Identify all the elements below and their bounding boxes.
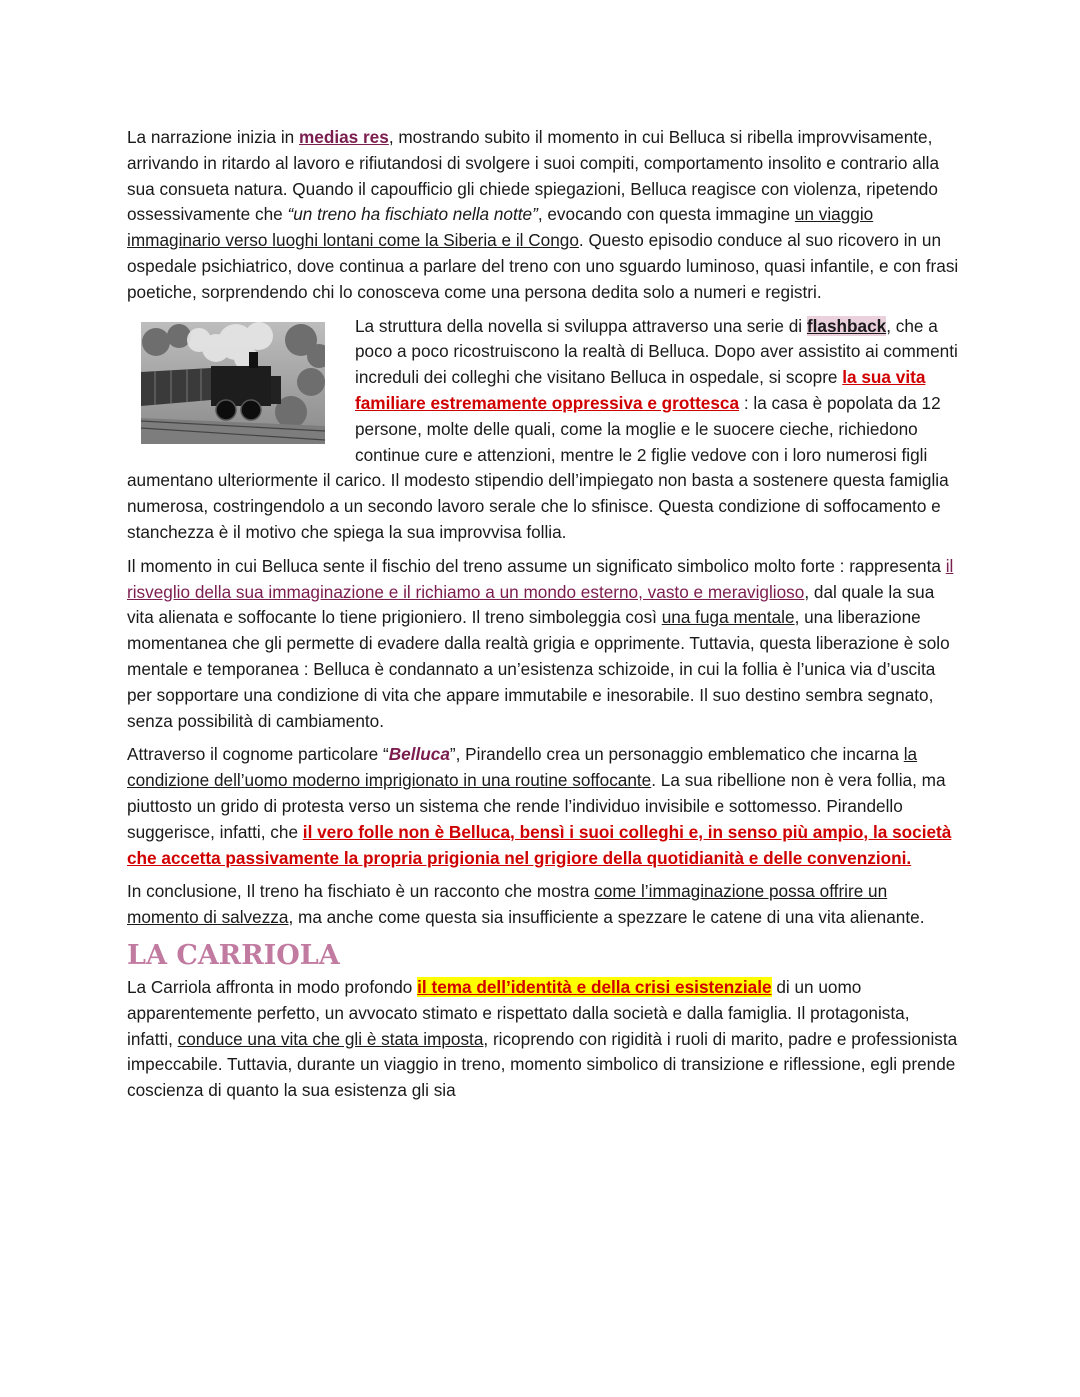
underline-imposed-life: conduce una vita che gli è stata imposta xyxy=(177,1028,484,1049)
text: La Carriola affronta in modo profondo xyxy=(127,976,418,997)
text: In conclusione, Il treno ha fischiato è un racconto che mostra xyxy=(127,881,595,902)
highlight-true-madman: il vero folle non è Belluca, bensì i suoi colleghi e, in senso più ampio, la società che accetta passivamente la propria prigionia nel grigiore della quotidianità e delle convenzioni. xyxy=(127,821,952,868)
text: La struttura della novella si sviluppa attraverso una serie di xyxy=(355,315,807,336)
paragraph-structure xyxy=(127,314,959,546)
steam-train-photo-icon xyxy=(141,322,325,444)
highlight-belluca: Belluca xyxy=(388,744,450,765)
paragraph-symbolism xyxy=(127,554,959,735)
text: ”, Pirandello crea un personaggio emblematico che incarna xyxy=(449,744,904,765)
highlight-flashback: flashback xyxy=(806,315,887,336)
text: Attraverso il cognome particolare “ xyxy=(127,744,389,765)
text: , che a poco a poco ricostruiscono la realtà di Belluca. Dopo aver assistito ai commenti increduli dei colleghi che visitano Belluca in ospedale, si scopre xyxy=(355,315,958,388)
underline-imagination: il risveglio della sua immaginazione e il richiamo a un mondo esterno, vasto e meraviglioso xyxy=(127,555,954,602)
section-heading-la-carriola: LA CARRIOLA xyxy=(127,939,340,971)
underline-mental-escape: una fuga mentale xyxy=(661,607,795,628)
text: . La sua ribellione non è vera follia, ma piuttosto un grido di protesta verso un sistema che rende l’individuo invisibile e sottomesso. Pirandello suggerisce, infatti, che xyxy=(127,770,946,842)
highlight-identity-theme: il tema dell’identità e della crisi esistenziale xyxy=(417,976,772,997)
text: , mostrando subito il momento in cui Belluca si ribella improvvisamente, arrivando in ritardo al lavoro e rifiutandosi di svolgere i suoi compiti, comportamento insolito e contrario alla sua consueta natura. Quando il capoufficio gli chiede spiegazioni, Belluca reagisce con violenza, ripetendo ossessivamente che xyxy=(127,127,940,225)
underline-journey: un viaggio immaginario verso luoghi lontani come la Siberia e il Congo xyxy=(127,204,874,251)
underline-salvation: come l’immaginazione possa offrire un momento di salvezza xyxy=(127,881,888,928)
text: , ricoprendo con rigidità i ruoli di marito, padre e professionista impeccabile. Tuttavia, durante un viaggio in treno, momento simbolico di transizione e riflessione, egli prende coscienza di quanto la sua esistenza gli sia xyxy=(127,1028,958,1101)
text: Il momento in cui Belluca sente il fischio del treno assume un significato simbolico molto forte : rappresenta xyxy=(127,555,946,576)
text: di un uomo apparentemente perfetto, un avvocato stimato e rispettato dalla società e dalla famiglia. Il protagonista, infatti, xyxy=(127,976,910,1049)
text: , evocando con questa immagine xyxy=(537,204,795,225)
underline-modern-man: la condizione dell’uomo moderno imprigionato in una routine soffocante xyxy=(127,744,918,791)
text: , ma anche come questa sia insufficiente a spezzare le catene di una vita alienante. xyxy=(288,907,925,928)
text: La narrazione inizia in xyxy=(127,127,299,147)
text: : la casa è popolata da 12 persone, molte delle quali, come la moglie e le suocere cieche, richiedono continue cure e attenzioni, mentre le 2 figlie vedove con i loro numerosi figli aumentano ulteriormente il carico. Il modesto stipendio dell’impiegato non basta a sostenere questa famiglia numerosa, costringendolo a un secondo lavoro serale che lo sfinisce. Questa condizione di soffocamento e stanchezza è il motivo che spiega la sua improvvisa follia. xyxy=(127,392,949,542)
highlight-family-life: la sua vita familiare estremamente oppressiva e grottesca xyxy=(355,367,926,413)
text: , una liberazione momentanea che gli permette di evadere dalla realtà grigia e opprimente. Tuttavia, questa liberazione è solo mentale e temporanea : Belluca è condannato a un’esistenza schizoide, in cui la follia è l’unica via d’uscita per sopportare una condizione di vita che appare immutabile e inesorabile. Il suo destino sembra segnato, senza possibilità di cambiamento. xyxy=(127,607,950,731)
text: . Questo episodio conduce al suo ricovero in un ospedale psichiatrico, dove continua a parlare del treno con uno sguardo luminoso, quasi infantile, e con frasi poetiche, sorprendendo chi lo conosceva come una persona dedita solo a numeri e registri. xyxy=(127,230,959,302)
paragraph-conclusion xyxy=(127,879,959,931)
quote-train: “un treno ha fischiato nella notte” xyxy=(287,204,538,225)
paragraph-surname xyxy=(127,742,959,871)
paragraph-opening xyxy=(127,125,959,306)
paragraph-carriola xyxy=(127,975,959,1104)
text: , dal quale la sua vita alienata e soffocante lo tiene prigioniero. Il treno simboleggia così xyxy=(127,581,935,628)
highlight-medias-res: medias res xyxy=(298,127,389,147)
document-body xyxy=(127,125,959,1112)
